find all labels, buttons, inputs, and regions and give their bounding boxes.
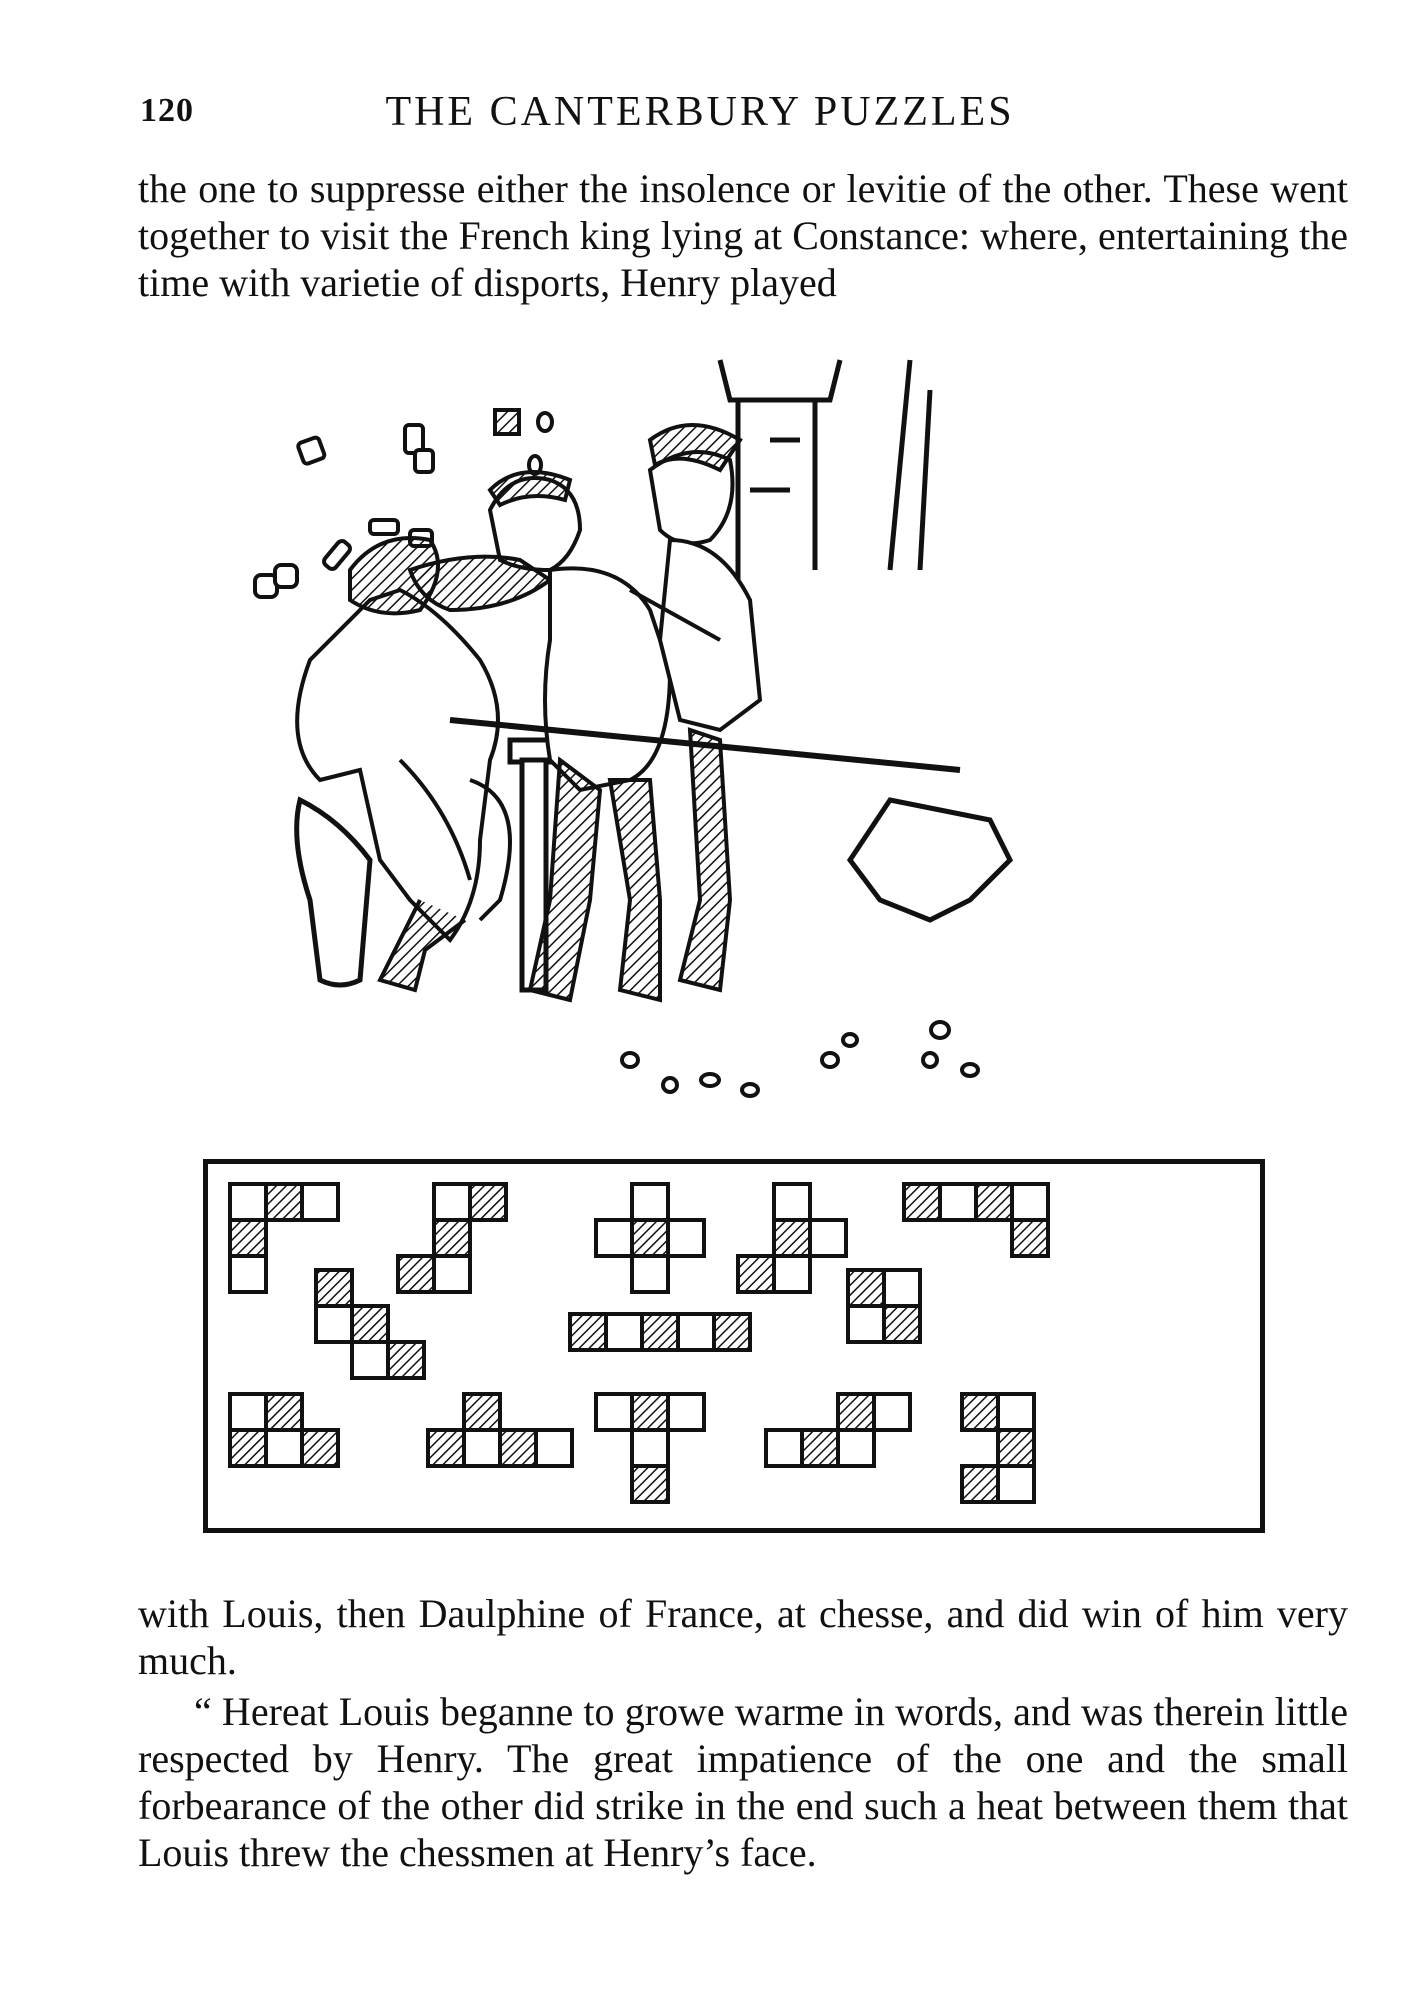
page-header [140,88,1100,148]
light-square [266,1430,302,1466]
puzzle-piece [904,1184,1048,1256]
dark-square [464,1394,500,1430]
puzzle-piece [738,1184,846,1292]
light-square [632,1184,668,1220]
light-square [596,1220,632,1256]
light-square [434,1184,470,1220]
dark-square [570,1314,606,1350]
light-square [998,1466,1034,1502]
dark-square [962,1394,998,1430]
dark-square [266,1184,302,1220]
light-square [678,1314,714,1350]
chessboard-pieces-puzzle [203,1159,1265,1533]
dark-square [316,1270,352,1306]
dark-square [774,1220,810,1256]
chess-quarrel-illustration [250,340,1210,1150]
dark-square [388,1342,424,1378]
dark-square [632,1220,668,1256]
dark-square [632,1394,668,1430]
scattered-chessmen [622,1022,978,1096]
puzzle-piece [848,1270,920,1342]
light-square [940,1184,976,1220]
light-square [998,1394,1034,1430]
light-square [606,1314,642,1350]
light-square [352,1342,388,1378]
dark-square [428,1430,464,1466]
dark-square [1012,1220,1048,1256]
light-square [632,1430,668,1466]
light-square [884,1270,920,1306]
light-square [766,1430,802,1466]
light-square [302,1184,338,1220]
puzzle-piece [230,1394,338,1466]
light-square [434,1256,470,1292]
dark-square [398,1256,434,1292]
dark-square [230,1220,266,1256]
puzzle-piece [596,1184,704,1292]
puzzle-pieces-diagram [208,1164,1260,1528]
dark-square [714,1314,750,1350]
light-square [838,1430,874,1466]
dark-square [848,1270,884,1306]
dark-square [884,1306,920,1342]
dark-square [642,1314,678,1350]
paragraph: “ Hereat Louis beganne to growe warme in words, and was therein little respected by Henry. The great impatience of the one and the small forbearance of the other did strike in the end such a heat between them that Louis threw the chessmen at Henry’s face. [138,1689,1348,1875]
light-square [464,1430,500,1466]
puzzle-piece [428,1394,572,1466]
light-square [230,1394,266,1430]
puzzle-piece [596,1394,704,1502]
light-square [668,1220,704,1256]
page-number: 120 [140,92,194,129]
running-title: THE CANTERBURY PUZZLES [385,89,1015,135]
light-square [632,1256,668,1292]
dark-square [266,1394,302,1430]
puzzle-piece [962,1394,1034,1502]
dark-square [838,1394,874,1430]
dark-square [802,1430,838,1466]
light-square [668,1394,704,1430]
light-square [810,1220,846,1256]
dark-square [434,1220,470,1256]
light-square [316,1306,352,1342]
dark-square [302,1430,338,1466]
dark-square [230,1430,266,1466]
paragraph: the one to suppresse either the insolence or levitie of the other. These went together to visit the French king lying at Constance: where, entertaining the time with varietie of disports, Henry played [138,166,1348,305]
dark-square [352,1306,388,1342]
puzzle-piece [570,1314,750,1350]
dark-square [976,1184,1012,1220]
dark-square [962,1466,998,1502]
light-square [536,1430,572,1466]
light-square [774,1184,810,1220]
puzzle-piece [766,1394,910,1466]
dark-square [470,1184,506,1220]
light-square [774,1256,810,1292]
body-text-bottom [138,1590,1348,1876]
dark-square [998,1430,1034,1466]
body-text-top [138,165,1348,306]
dark-square [738,1256,774,1292]
light-square [230,1256,266,1292]
light-square [874,1394,910,1430]
dark-square [500,1430,536,1466]
light-square [596,1394,632,1430]
dark-square [632,1466,668,1502]
puzzle-piece [398,1184,506,1292]
light-square [848,1306,884,1342]
light-square [1012,1184,1048,1220]
light-square [230,1184,266,1220]
dark-square [904,1184,940,1220]
paragraph: with Louis, then Daulphine of France, at chesse, and did win of him very much. [138,1591,1348,1683]
